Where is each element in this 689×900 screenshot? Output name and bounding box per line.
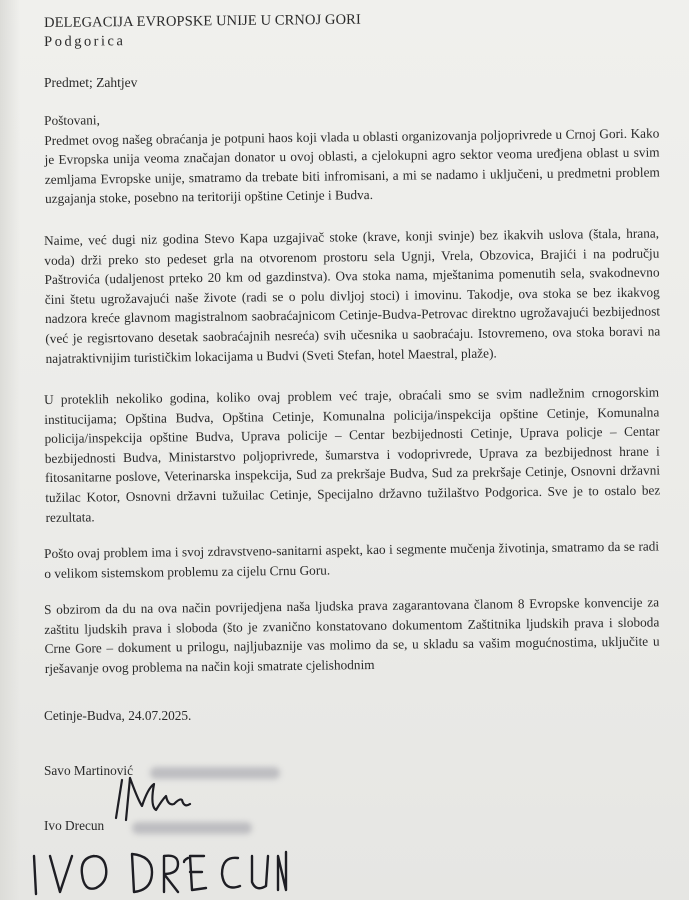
redaction-blur (132, 822, 252, 834)
handwritten-name (28, 842, 288, 900)
signatory-2: Ivo Drecun (44, 818, 105, 833)
paragraph-4: Pošto ovaj problem ima i svoj zdravstveno-sanitarni aspekt, kao i segmente mučenja životinja, smatramo da se radi o velikom sistemskom problemu za cijelu Crnu Goru. (44, 538, 660, 581)
greeting: Poštovani, (44, 112, 100, 128)
recipient-city: Podgorica (44, 33, 126, 50)
subject-line: Predmet; Zahtjev (44, 75, 138, 90)
paragraph-3: U proteklih nekoliko godina, koliko ovaj problem već traje, obraćali smo se svim nadležnim crnogorskim institucijama; Opština Budva, Opština Cetinje, Komunalna policija/inspekcija opštine Cetinje, Komunalna policija/inspekcija opštine Budva, Uprava policije – Centar bezbijednosti Cetinje, Uprava policje – Centar bezbijednosti Budva, Ministarstvo poljoprivrede, šumarstva i vodoprivrede, Uprava za bezbijednost hrane i fitosanitarne poslove, Veterinarska inspekcija, Sud za prekršaje Budva, Sud za prekršaje Cetinje, Osnovni državni tužilac Kotor, Osnovni državni tužuilac Cetinje, Specijalno državno tužilaštvo Podgorica. Sve je to ostalo bez rezultata. (44, 384, 661, 525)
paragraph-1: Predmet ovog našeg obraćanja je potpuni haos koji vlada u oblasti organizovanja poljoprivrede u Crnoj Gori. Kako je Evropska unija veoma značajan donator u ovoj oblasti, a cjelokupni agro sektor veoma uređjena oblast u svim zemljama Evropske unije, smatramo da trebate biti infromisani, a mi se nadamo i uključeni, u predmetni problem uzgajanja stoke, posebno na teritoriji opštine Cetinje i Budva. (44, 125, 660, 207)
paragraph-2: Naime, već dugi niz godina Stevo Kapa uzgajivač stoke (krave, konji svinje) bez ikakvih uslova (štala, hrana, voda) drži preko sto pedeset grla na otvorenom prostoru sela Ugnji, Vrela, Obzovica, Brajići i na području Paštrovića (udaljenost prteko 20 km od gazdinstva). Ova stoka nama, mještanima pomenutih sela, svakodnevno čini štetu ugrožavajući naše živote (radi se o polu divljoj stoci) i imovinu. Takodje, ova stoka se bez ikakvog nadzora kreće glavnom magistralnom saobraćajnicom Cetinje-Budva-Petrovac direktno ugrožavajući bezbijednost (već je regisrtovano desetak saobraćajnih nesreća) svih učesnika u saobraćaju. Istovremeno, ova stoka boravi na najatraktivnijim turističkim lokacijama u Budvi (Sveti Stefan, hotel Maestral, plaže). (44, 225, 661, 366)
signatory-1: Savo Martinović (44, 763, 134, 778)
recipient-name: DELEGACIJA EVROPSKE UNIJE U CRNOJ GORI (44, 11, 361, 31)
letter-intro (44, 103, 660, 208)
date-line: Cetinje-Budva, 24.07.2025. (44, 708, 192, 723)
paragraph-5: S obzirom da du na ova način povrijedjena naša ljudska prava zagarantovana članom 8 Evropske konvencije za zaštitu ljudskih prava i sloboda (što je zvanično konstatovano dokumentom Zaštitnika ljudskih prava i sloboda Crne Gore – dokument u prilogu, najljubaznije vas molimo da se, u skladu sa vašim mogućnostima, uključite u rješavanje ovog problema na način koji smatrate cjelishodnim (44, 594, 660, 676)
